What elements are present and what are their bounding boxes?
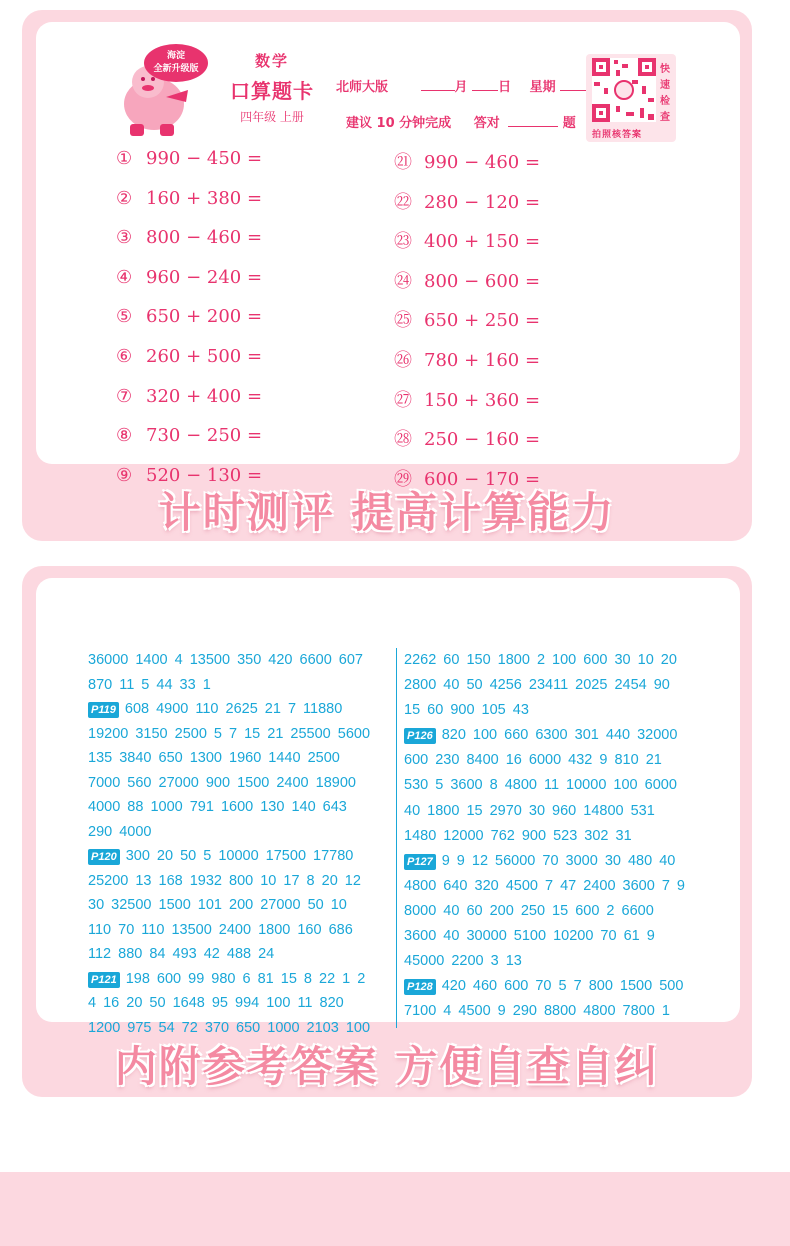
subject-title: 数学 bbox=[254, 52, 289, 70]
answer-values: 3600 40 30000 5100 10200 70 61 9 bbox=[404, 928, 655, 945]
answer-line bbox=[88, 967, 400, 992]
question-unit: 题 bbox=[562, 116, 576, 131]
answer-line bbox=[404, 999, 724, 1024]
qr-code-icon bbox=[592, 58, 656, 122]
book-title-block bbox=[212, 50, 332, 125]
answer-line bbox=[88, 771, 400, 796]
qr-side-label: 快速检查 bbox=[660, 64, 670, 123]
right-problem bbox=[394, 188, 540, 214]
day-label: 日 bbox=[498, 80, 512, 95]
left-problem bbox=[116, 227, 262, 248]
right-problem bbox=[394, 227, 540, 253]
answers-left-column bbox=[88, 648, 400, 1040]
answer-line bbox=[88, 673, 400, 698]
left-problem bbox=[116, 425, 262, 446]
answer-values: 30 32500 1500 101 200 27000 50 10 bbox=[88, 897, 347, 913]
problem-expression: 150 + 360 = bbox=[424, 389, 541, 411]
answer-line bbox=[404, 949, 724, 974]
answer-line bbox=[88, 648, 400, 673]
answer-card bbox=[36, 578, 740, 1036]
answer-values: 870 11 5 44 33 1 bbox=[88, 676, 211, 693]
right-problem bbox=[394, 346, 540, 372]
answer-line bbox=[404, 673, 724, 698]
answer-values: 300 20 50 5 10000 17500 17780 bbox=[125, 848, 354, 864]
problem-expression: 400 + 150 = bbox=[424, 231, 541, 253]
problem-number: ⑨ bbox=[116, 464, 133, 486]
answer-line bbox=[88, 869, 400, 894]
answer-values: 135 3840 650 1300 1960 1440 2500 bbox=[88, 750, 340, 766]
problem-expression: 800 − 600 = bbox=[424, 270, 541, 292]
problem-expression: 800 − 460 = bbox=[146, 227, 263, 249]
answer-line bbox=[404, 849, 724, 874]
problem-expression: 960 − 240 = bbox=[146, 266, 263, 288]
problem-number: ㉖ bbox=[394, 350, 412, 371]
worksheet-card bbox=[36, 22, 740, 490]
answer-line bbox=[88, 942, 400, 967]
qr-block bbox=[586, 54, 676, 142]
week-label: 星期 bbox=[529, 80, 556, 95]
answer-line bbox=[88, 697, 400, 722]
preview-panel-worksheet bbox=[22, 10, 752, 541]
answer-line bbox=[88, 918, 400, 943]
answer-values: 600 230 8400 16 6000 432 9 810 21 bbox=[404, 752, 662, 769]
problem-number: ㉕ bbox=[394, 310, 412, 332]
problem-expression: 990 − 460 = bbox=[424, 152, 541, 173]
suggestion-label: 建议 10 分钟完成 bbox=[346, 116, 452, 131]
answer-values: 40 1800 15 2970 30 960 14800 531 bbox=[404, 802, 655, 819]
problem-number: ㉘ bbox=[394, 429, 412, 451]
answer-values: 19200 3150 2500 5 7 15 21 25500 5600 bbox=[88, 725, 371, 742]
problem-expression: 650 + 250 = bbox=[424, 310, 541, 332]
page-ref-tag: P127 bbox=[404, 854, 436, 870]
right-problem bbox=[394, 267, 540, 293]
problem-expression: 320 + 400 = bbox=[146, 385, 263, 407]
answer-line bbox=[88, 795, 400, 820]
answer-values: 112 880 84 493 42 488 24 bbox=[88, 946, 275, 962]
answer-line bbox=[404, 799, 724, 824]
problem-number: ⑧ bbox=[116, 425, 133, 447]
right-problem bbox=[394, 386, 540, 412]
answer-values: 420 460 600 70 5 7 800 1500 500 bbox=[441, 978, 684, 995]
problem-number: ㉒ bbox=[394, 191, 412, 213]
problem-number: ㉗ bbox=[394, 389, 412, 411]
edition-badge bbox=[144, 44, 208, 82]
edition-label: 北师大版 bbox=[336, 80, 389, 95]
qr-caption: 拍照核答案 bbox=[592, 130, 643, 140]
answer-line bbox=[88, 991, 400, 1016]
problem-number: ㉙ bbox=[394, 468, 412, 490]
problem-number: ⑦ bbox=[116, 385, 133, 407]
correct-blank bbox=[508, 115, 558, 127]
book-name: 口算题卡 bbox=[230, 79, 314, 103]
left-problem bbox=[116, 267, 262, 288]
answer-line bbox=[88, 820, 400, 845]
right-problem bbox=[394, 425, 540, 451]
answer-line bbox=[88, 746, 400, 771]
correct-label: 答对 bbox=[473, 116, 500, 131]
problem-expression: 250 − 160 = bbox=[424, 429, 541, 451]
page-ref-tag: P119 bbox=[88, 702, 119, 718]
answer-line bbox=[404, 899, 724, 924]
preview-panel-answers bbox=[22, 566, 752, 1097]
answer-line bbox=[404, 648, 724, 673]
answer-values: 15 60 900 105 43 bbox=[404, 702, 529, 719]
answer-line bbox=[404, 698, 724, 723]
badge-line-1: 海淀 bbox=[166, 51, 185, 61]
answer-values: 7000 560 27000 900 1500 2400 18900 bbox=[88, 774, 356, 791]
answer-values: 36000 1400 4 13500 350 420 6600 607 bbox=[88, 652, 363, 668]
problem-expression: 260 + 500 = bbox=[146, 346, 263, 367]
badge-line-2: 全新升级版 bbox=[153, 64, 199, 74]
answer-values: 4 16 20 50 1648 95 994 100 11 820 bbox=[88, 995, 344, 1011]
problem-number: ④ bbox=[116, 266, 133, 288]
grade-label: 四年级 上册 bbox=[240, 110, 304, 124]
answer-line bbox=[404, 723, 724, 748]
problem-expression: 730 − 250 = bbox=[146, 425, 263, 447]
answer-line bbox=[404, 824, 724, 849]
answer-values: 4000 88 1000 791 1600 130 140 643 bbox=[88, 799, 347, 815]
day-blank bbox=[472, 79, 498, 91]
problem-expression: 990 − 450 = bbox=[146, 148, 263, 169]
caption-timed-test: 计时测评 提高计算能力 bbox=[158, 488, 616, 537]
page-ref-tag: P128 bbox=[404, 979, 436, 995]
left-problem bbox=[116, 386, 262, 407]
left-problem bbox=[116, 188, 262, 209]
problem-expression: 780 + 160 = bbox=[424, 350, 541, 371]
answer-values: 4800 640 320 4500 7 47 2400 3600 7 9 bbox=[404, 877, 685, 894]
problem-number: ③ bbox=[116, 227, 133, 249]
answer-values: 608 4900 110 2625 21 7 11880 bbox=[124, 701, 343, 717]
answer-values: 2800 40 50 4256 23411 2025 2454 90 bbox=[404, 677, 670, 694]
date-row bbox=[336, 76, 590, 95]
answer-values: 8000 40 60 200 250 15 600 2 6600 bbox=[404, 902, 654, 919]
problem-number: ⑥ bbox=[116, 346, 133, 367]
left-problem bbox=[116, 306, 262, 327]
problem-number: ㉑ bbox=[394, 152, 412, 173]
problem-expression: 280 − 120 = bbox=[424, 191, 541, 213]
answers-right-column bbox=[404, 648, 724, 1024]
answer-line bbox=[88, 722, 400, 747]
page-ref-tag: P120 bbox=[88, 849, 120, 865]
right-problem bbox=[394, 306, 540, 332]
problem-expression: 600 − 170 = bbox=[424, 468, 541, 490]
answer-values: 45000 2200 3 13 bbox=[404, 953, 522, 970]
answer-line bbox=[404, 874, 724, 899]
column-divider bbox=[396, 648, 397, 1028]
answer-values: 198 600 99 980 6 81 15 8 22 1 2 bbox=[125, 970, 366, 987]
problem-expression: 160 + 380 = bbox=[146, 187, 263, 209]
answer-line bbox=[404, 924, 724, 949]
answer-line bbox=[404, 748, 724, 773]
right-problem bbox=[394, 148, 540, 174]
answer-values: 1200 975 54 72 370 650 1000 2103 100 bbox=[88, 1019, 371, 1036]
problem-expression: 520 − 130 = bbox=[146, 464, 263, 486]
problem-number: ① bbox=[116, 148, 133, 169]
answer-values: 25200 13 168 1932 800 10 17 8 20 12 bbox=[88, 872, 361, 889]
bottom-band bbox=[0, 1172, 790, 1246]
problem-number: ㉔ bbox=[394, 270, 412, 292]
caption-answer-key: 内附参考答案 方便自查自纠 bbox=[114, 1042, 660, 1091]
answer-values: 1480 12000 762 900 523 302 31 bbox=[404, 827, 632, 844]
problem-number: ㉓ bbox=[394, 231, 412, 253]
month-label: 月 bbox=[454, 80, 468, 95]
answer-values: 530 5 3600 8 4800 11 10000 100 6000 bbox=[404, 777, 677, 794]
answer-values: 110 70 110 13500 2400 1800 160 686 bbox=[88, 921, 353, 938]
problem-number: ⑤ bbox=[116, 306, 133, 328]
month-blank bbox=[421, 79, 455, 91]
answer-line bbox=[88, 844, 400, 869]
answer-line bbox=[404, 974, 724, 999]
answer-line bbox=[88, 893, 400, 918]
page-ref-tag: P126 bbox=[404, 728, 436, 744]
page-ref-tag: P121 bbox=[88, 972, 120, 988]
left-problem bbox=[116, 346, 262, 367]
answer-line bbox=[404, 773, 724, 798]
answer-values: 2262 60 150 1800 2 100 600 30 10 20 bbox=[404, 652, 677, 668]
answer-values: 9 9 12 56000 70 3000 30 480 40 bbox=[441, 852, 676, 869]
problem-number: ② bbox=[116, 187, 133, 209]
left-problem bbox=[116, 148, 262, 169]
answer-values: 7100 4 4500 9 290 8800 4800 7800 1 bbox=[404, 1003, 670, 1020]
answer-values: 290 4000 bbox=[88, 823, 152, 840]
answer-values: 820 100 660 6300 301 440 32000 bbox=[441, 727, 678, 744]
suggestion-row bbox=[346, 112, 576, 131]
problem-expression: 650 + 200 = bbox=[146, 306, 263, 328]
